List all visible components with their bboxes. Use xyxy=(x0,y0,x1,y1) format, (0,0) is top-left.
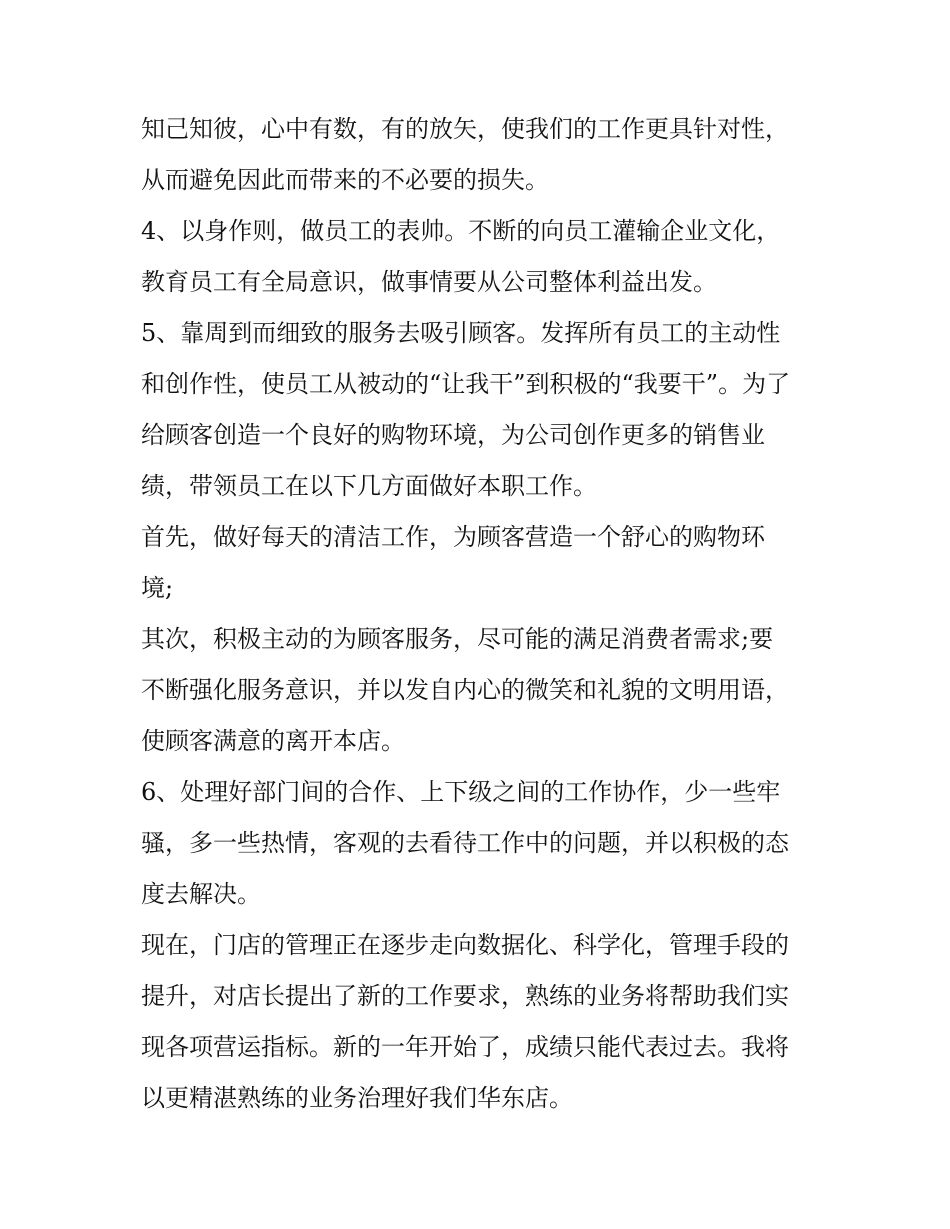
text-line: 以更精湛熟练的业务治理好我们华东店。 xyxy=(141,1084,573,1112)
text-line: 骚，多一些热情，客观的去看待工作中的问题，并以积极的态 xyxy=(141,829,789,857)
text-line: 5、靠周到而细致的服务去吸引顾客。发挥所有员工的主动性 xyxy=(141,319,781,347)
text-line: 从而避免因此而带来的不必要的损失。 xyxy=(141,166,549,194)
document-body xyxy=(141,104,821,1124)
text-line: 教育员工有全局意识，做事情要从公司整体利益出发。 xyxy=(141,268,717,296)
text-line: 6、处理好部门间的合作、上下级之间的工作协作，少一些牢 xyxy=(141,778,781,806)
text-line: 提升，对店长提出了新的工作要求，熟练的业务将帮助我们实 xyxy=(141,982,789,1010)
text-line: 和创作性，使员工从被动的“让我干”到积极的“我要干”。为了 xyxy=(141,370,791,398)
text-line: 给顾客创造一个良好的购物环境，为公司创作更多的销售业 xyxy=(141,421,765,449)
text-line: 境; xyxy=(141,574,174,602)
text-line: 不断强化服务意识，并以发自内心的微笑和礼貌的文明用语， xyxy=(141,676,789,704)
text-line: 4、以身作则，做员工的表帅。不断的向员工灌输企业文化， xyxy=(141,217,781,245)
text-line: 知己知彼，心中有数，有的放矢，使我们的工作更具针对性， xyxy=(141,115,789,143)
text-line: 度去解决。 xyxy=(141,880,261,908)
text-line: 首先，做好每天的清洁工作，为顾客营造一个舒心的购物环 xyxy=(141,523,765,551)
text-line: 现各项营运指标。新的一年开始了，成绩只能代表过去。我将 xyxy=(141,1033,789,1061)
text-line: 使顾客满意的离开本店。 xyxy=(141,727,405,755)
text-line: 现在，门店的管理正在逐步走向数据化、科学化，管理手段的 xyxy=(141,931,789,959)
text-line: 绩，带领员工在以下几方面做好本职工作。 xyxy=(141,472,597,500)
text-line: 其次，积极主动的为顾客服务，尽可能的满足消费者需求;要 xyxy=(141,625,774,653)
